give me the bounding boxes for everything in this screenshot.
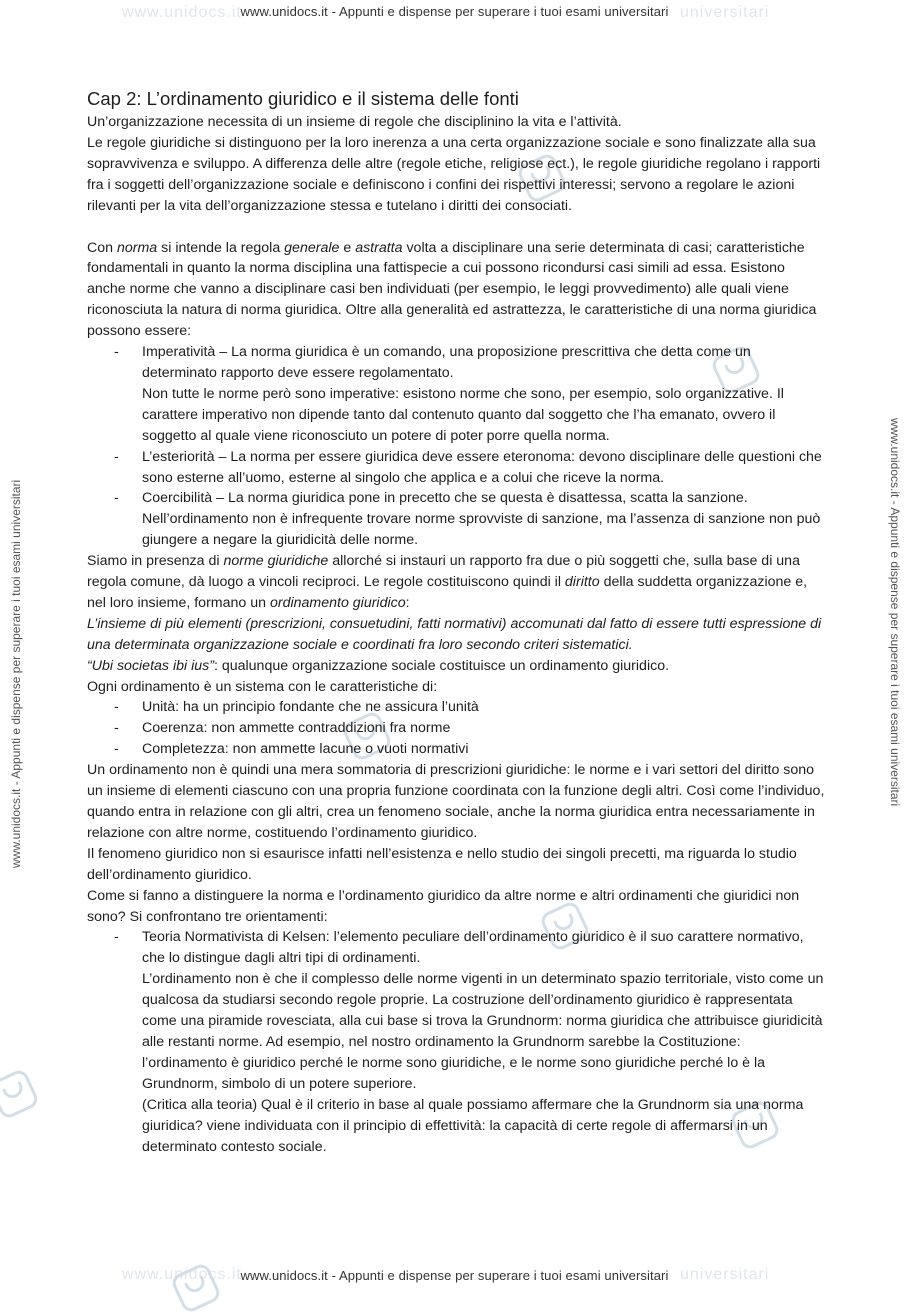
list-item-note: (Critica alla teoria) Qual è il criterio in base al quale possiamo affermare che la Grundnorm sia una norma giuridica? viene individuata con il principio di effettività: la capacità di certe regole di affermarsi in un determinato contesto sociale. xyxy=(142,1096,804,1155)
paragraph-fenomeno: Il fenomeno giuridico non si esaurisce infatti nell’esistenza e nello studio dei singoli precetti, ma riguarda lo studio dell’ordinamento giuridico. xyxy=(87,845,797,883)
list-sistema xyxy=(87,697,827,760)
watermark-left: www.unidocs.it - Appunti e dispense per superare i tuoi esami universitari xyxy=(9,479,23,868)
watermark-right: www.unidocs.it - Appunti e dispense per superare i tuoi esami universitari xyxy=(888,418,902,807)
list-caratteristiche xyxy=(87,342,827,551)
text-span: : qualunque organizzazione sociale costituisce un ordinamento giuridico. xyxy=(213,657,670,674)
list-item xyxy=(87,447,827,489)
text-span: Siamo in presenza di xyxy=(87,553,224,570)
list-item xyxy=(87,927,827,1157)
text-span: della suddetta organizzazione e, nel loro insieme, formano un xyxy=(87,574,808,611)
list-item-note: L’ordinamento non è che il complesso delle norme vigenti in un determinato spazio territoriale, visto come un qualcosa da studiarsi secondo regole proprie. La costruzione dell’ordinamento giuridico è rappresentata come una piramide rovesciata, alla cui base si trova la Grundnorm: norma giuridica che attribuisce giuridicità alle restanti norme. Ad esempio, nel nostro ordinamento la Grundnorm sarebbe la Costituzione: l’ordinamento è giuridico perché le norme sono giuridiche, e le norme sono giuridiche perché lo è la Grundnorm, simbolo di un potere superiore. xyxy=(142,971,824,1092)
list-item-text: - Imperatività – La norma giuridica è un comando, una proposizione prescrittiva che detta come un determinato rapporto deve essere regolamentato. xyxy=(142,344,751,381)
paragraph-norme-giuridiche xyxy=(87,551,827,614)
list-item xyxy=(87,488,827,551)
list-item-text: - Teoria Normativista di Kelsen: l’elemento peculiare dell’ordinamento giuridico è il suo carattere normativo, che lo distingue dagli altri tipi di ordinamenti. xyxy=(142,929,804,967)
list-item-text: - Coercibilità – La norma giuridica pone in precetto che se questa è disattessa, scatta la sanzione. xyxy=(142,490,748,507)
watermark-ghost-bottom-right: universitari xyxy=(680,1266,770,1283)
watermark-bottom: www.unidocs.it - Appunti e dispense per superare i tuoi esami universitari xyxy=(240,1268,669,1283)
paragraph-sistema: Ogni ordinamento è un sistema con le caratteristiche di: xyxy=(87,678,438,695)
italic-term: diritto xyxy=(564,574,600,591)
list-item xyxy=(87,342,827,447)
paragraph-regole-giuridiche: Le regole giuridiche si distinguono per la loro inerenza a una certa organizzazione sociale e sono finalizzate alla sua sopravvivenza e sviluppo. A differenza delle altre (regole etiche, religiose ect.), le regole giuridiche regolano i rapporti fra i soggetti dell’organizzazione sociale e definiscono i confini dei rispettivi interessi; servono a regolare le azioni rilevanti per la vita dell’organizzazione stessa e tutelano i diritti dei consociati. xyxy=(87,134,821,214)
list-item-note: Non tutte le norme però sono imperative: esistono norme che sono, per esempio, solo organizzative. Il carattere imperativo non dipende tanto dal contenuto quanto dal soggetto che l’ha emanato, ovvero il soggetto al quale viene riconosciuto un potere di poter porre quella norma. xyxy=(142,385,784,444)
list-orientamenti xyxy=(87,927,827,1157)
italic-term: generale xyxy=(284,239,340,256)
list-item-text: - L’esteriorità – La norma per essere giuridica deve essere eteronoma: devono disciplinare delle questioni che sono esterne all’uomo, esterne al singolo che applica e a colui che riceve la norma. xyxy=(142,448,822,486)
paragraph-intro: Un’organizzazione necessita di un insieme di regole che disciplinino la vita e l’attività. xyxy=(87,114,622,130)
italic-term: ordinamento giuridico xyxy=(269,594,406,611)
document-body xyxy=(87,88,827,1157)
text-span: : xyxy=(405,594,410,611)
italic-term: norma xyxy=(116,239,158,256)
watermark-ghost-top-right: universitari xyxy=(680,4,770,21)
page-title: Cap 2: L’ordinamento giuridico e il sistema delle fonti xyxy=(87,88,519,109)
watermark-top: www.unidocs.it - Appunti e dispense per superare i tuoi esami universitari xyxy=(240,4,669,19)
italic-term: norme giuridiche xyxy=(223,553,329,570)
list-item-note: Nell’ordinamento non è infrequente trovare norme sprovviste di sanzione, ma l’assenza di sanzione non può giungere a negare la giuridicità delle norme. xyxy=(142,511,821,549)
paragraph-norma xyxy=(87,238,827,343)
text-span: volta a disciplinare una serie determinata di casi; caratteristiche fondamentali in quanto la norma disciplina una fattispecie a cui possono ricondursi casi simili ad essa. Esistono anche norme che vanno a disciplinare casi ben individuati (per esempio, le leggi provvedimento) alle quali viene riconosciuta la natura di norma giuridica. Oltre alla generalità ed astrattezza, le caratteristiche di una norma giuridica possono essere: xyxy=(87,239,817,340)
paragraph-ordinamento: Un ordinamento non è quindi una mera sommatoria di prescrizioni giuridiche: le norme e i vari settori del diritto sono un insieme di elementi ciascuno con una propria funzione coordinata con la funzione degli altri. Così come l’individuo, quando entra in relazione con gli altri, crea un fenomeno sociale, anche la norma giuridica entra necessariamente in relazione con altre norme, costituendo l’ordinamento giuridico. xyxy=(87,762,825,841)
list-item: - Coerenza: non ammette contraddizioni fra norme xyxy=(87,718,827,739)
paragraph-ubi-societas xyxy=(87,656,827,677)
text-span: Con xyxy=(87,239,117,256)
italic-term: astratta xyxy=(355,239,403,256)
list-item: - Completezza: non ammette lacune o vuoti normativi xyxy=(87,739,827,760)
unidocs-logo-icon xyxy=(0,1067,41,1120)
text-span: si intende la regola xyxy=(157,239,285,256)
watermark-ghost-top-left: www.unidocs.it xyxy=(122,4,242,21)
paragraph-definizione: L’insieme di più elementi (prescrizioni, consuetudini, fatti normativi) accomunati dal fatto di essere tutti espressione di una determinata organizzazione sociale e coordinati fra loro secondo criteri sistematici. xyxy=(87,615,822,653)
paragraph-orientamenti: Come si fanno a distinguere la norma e l’ordinamento giuridico da altre norme e altri ordinamenti che giuridici non sono? Si confrontano tre orientamenti: xyxy=(87,887,800,925)
list-item: - Unità: ha un principio fondante che ne assicura l’unità xyxy=(87,697,827,718)
italic-term: “Ubi societas ibi ius” xyxy=(87,657,214,674)
text-span: e xyxy=(339,239,356,256)
text-span: allorché si instauri un rapporto fra due o più soggetti che, sulla base di una regola comune, dà luogo a vincoli reciproci. Le regole costituiscono quindi il xyxy=(87,553,800,591)
spacer xyxy=(87,217,827,238)
watermark-ghost-bottom-left: www.unidocs.it xyxy=(122,1266,242,1283)
